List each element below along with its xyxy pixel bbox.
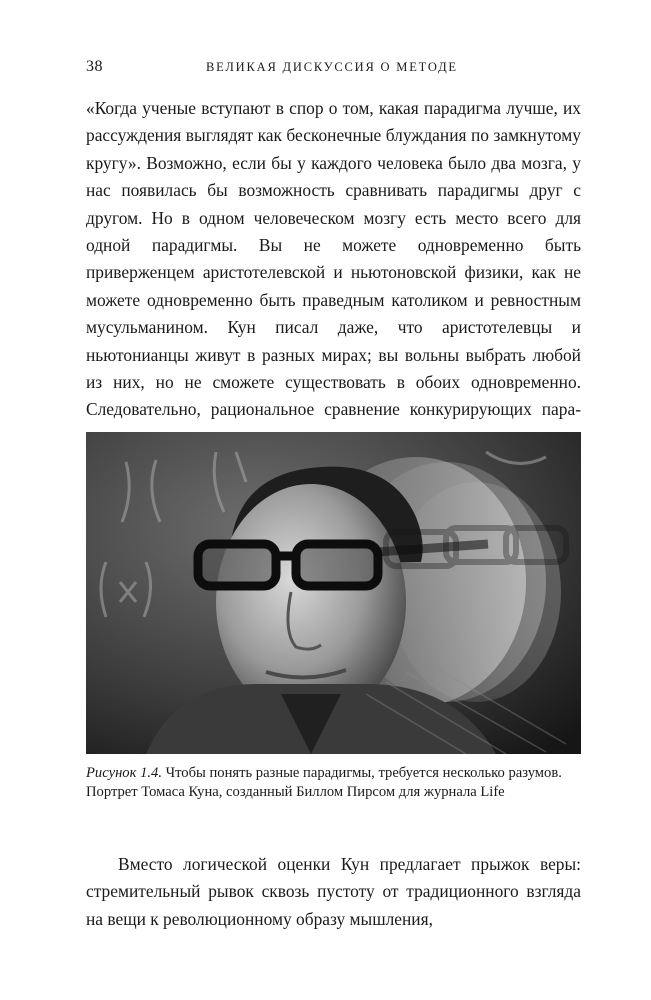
running-title: ВЕЛИКАЯ ДИСКУССИЯ О МЕТОДЕ — [206, 60, 458, 74]
body-paragraph-1: «Когда ученые вступают в спор о том, какая парадигма лучше, их рассуждения выглядят как бесконечные блуждания по замкнутому кругу». Возможно, если бы у каждого человека было два мозга, у нас появилась бы возможность сравнивать парадигмы друг с другом. Но в одном человеческом мозгу есть место всего для одной парадигмы. Вы не можете одновременно быть приверженцем аристотелевской и ньютоновской физики, как не можете одновременно быть праведным католиком и ревностным мусульманином. Кун писал даже, что аристотелевцы и ньютонианцы живут в разных мирах; вы вольны выбрать любой из них, но не сможете существовать в обоих одновременно. Следовательно, рациональное сравнение конкурирующих пара — [86, 98, 581, 420]
running-header — [86, 58, 581, 82]
portrait-image — [86, 432, 581, 754]
caption-label: Рисунок 1.4. — [86, 765, 162, 781]
page-number: 38 — [86, 58, 103, 75]
figure-portrait — [86, 432, 581, 754]
body-paragraph-2: Вместо логической оценки Кун предлагает прыжок веры: стремительный рывок сквозь пустоту от традиционного взгляда на вещи к революционному образу мышления, — [86, 854, 581, 929]
figure-caption — [86, 764, 581, 802]
caption-text: Чтобы понять разные парадигмы, требуется несколько разумов. Портрет Томаса Куна, созданный Биллом Пирсом для журнала Life — [86, 765, 562, 800]
